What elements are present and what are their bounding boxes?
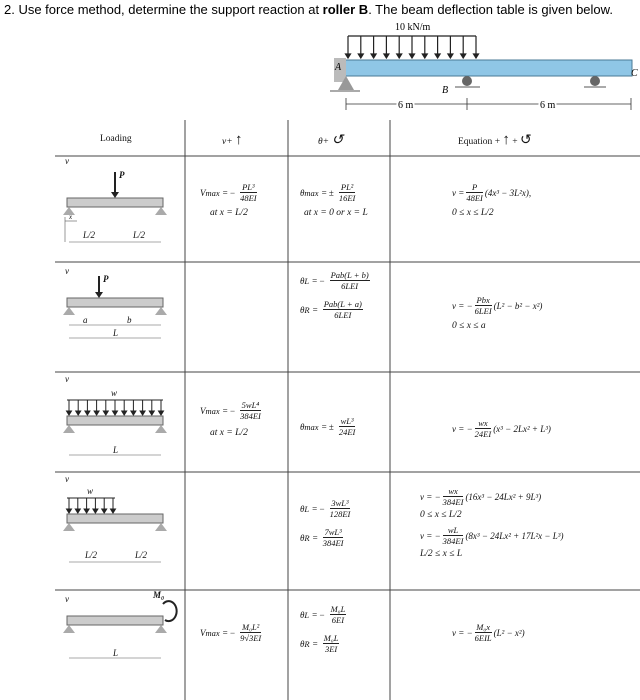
equation-row-3: v = − $\frac{wx}{24EI}$ (x³ − 2Lx² + L³)	[452, 418, 551, 439]
load-arrow-head	[111, 509, 116, 513]
load-arrow-head	[122, 411, 127, 415]
slope-row-4: θ L = − $\frac{\text{3wL³}}{128EI}$ θ R = $\frac{\text{7wL³}}{384EI}$	[300, 498, 351, 548]
arrow-up-icon: ↑	[235, 132, 243, 148]
svg-text:L/2: L/2	[135, 550, 148, 560]
svg-text:w: w	[111, 388, 118, 398]
slope-row-2: θ L = − $\frac{\text{Pab(L + b)}}{\text{6LEI}}$ θ R = $\frac{\text{Pab(L + a)}}{\text{6LEI}}$	[300, 270, 369, 320]
svg-text:P: P	[103, 274, 109, 284]
load-arrow-head	[113, 411, 118, 415]
vmax-row-1: V max = − $\frac{\text{PL³}}{48EI}$ at x = L/2	[200, 182, 257, 218]
span1-label: 6 m	[398, 100, 414, 111]
load-arrow-head	[159, 411, 164, 415]
point-c-label: C	[631, 68, 638, 79]
load-arrow-head	[435, 54, 440, 58]
svg-text:v: v	[65, 156, 69, 166]
load-label: 10 kN/m	[395, 22, 431, 33]
load-arrow-head	[149, 411, 154, 415]
load-arrow-head	[93, 509, 98, 513]
span2-label: 6 m	[540, 100, 556, 111]
load-arrow-head	[474, 54, 479, 58]
load-arrow-head	[84, 509, 89, 513]
svg-text:v: v	[65, 594, 69, 604]
loading-diagram-5	[63, 590, 177, 658]
header-deflection: v+ ↑	[222, 132, 243, 148]
load-arrow-head	[346, 54, 351, 58]
load-arrow-head	[410, 54, 415, 58]
point-b-label: B	[442, 85, 449, 96]
load-arrow-head	[85, 411, 90, 415]
load-arrow-head	[384, 54, 389, 58]
dimension-lines	[346, 98, 631, 110]
loading-diagram-4	[63, 474, 167, 562]
roller-support-c	[584, 76, 606, 87]
loading-diagram-1	[63, 156, 167, 242]
header-slope: θ+ ↺	[318, 133, 344, 148]
question-text: 2. Use force method, determine the support reaction at roller B. The beam deflection table is given below.	[4, 2, 613, 17]
loading-diagrams	[55, 120, 185, 700]
svg-text:w: w	[87, 486, 94, 496]
load-arrow-head	[67, 509, 72, 513]
equation-row-5: v = − $\frac{\text{M₀x}}{\text{6EIL}}$ (L² − x²)	[452, 622, 525, 643]
svg-text:a: a	[83, 315, 88, 325]
svg-text:b: b	[127, 315, 132, 325]
load-arrow-head	[140, 411, 145, 415]
equation-row-1: v = $\frac{P}{48EI}$ (4x³ − 3L²x), 0 ≤ x ≤ L/2	[452, 182, 532, 218]
slope-row-5: θ L = − $\frac{\text{M₀L}}{6EI}$ θ R = $\frac{\text{M₀L}}{3EI}$	[300, 604, 346, 654]
beam-figure	[300, 18, 640, 118]
svg-text:M₀: M₀	[153, 590, 165, 600]
rotation-ccw-icon: ↺	[331, 133, 344, 148]
load-arrow-head	[75, 509, 80, 513]
load-arrow-head	[397, 54, 402, 58]
vmax-row-5: V max = − $\frac{\text{M₀L²}}{9√3EI}$	[200, 622, 262, 643]
equation-row-4: v = − $\frac{wx}{384EI}$ (16x³ − 24Lx² + 9L³) 0 ≤ x ≤ L/2 v = − $\frac{wL}{384EI}$ (8x³ − 24Lx² + 17L²x − L³) L/2 ≤ x ≤ L	[420, 486, 564, 559]
load-arrow-head	[422, 54, 427, 58]
load-arrow-head	[461, 54, 466, 58]
header-equation: Equation + ↑ + ↺	[458, 132, 532, 148]
load-arrow-head	[371, 54, 376, 58]
svg-text:L/2: L/2	[85, 550, 98, 560]
svg-text:v: v	[65, 474, 69, 484]
svg-text:v: v	[65, 266, 69, 276]
load-arrow-head	[358, 54, 363, 58]
loading-diagram-2	[63, 266, 167, 338]
svg-text:x: x	[69, 213, 73, 221]
svg-text:L/2: L/2	[83, 230, 96, 240]
load-arrow-head	[102, 509, 107, 513]
load-arrow-head	[94, 411, 99, 415]
arrow-up-icon: ↑	[502, 132, 510, 148]
roller-support-b	[455, 76, 480, 87]
load-arrow-head	[67, 411, 72, 415]
svg-text:P: P	[119, 170, 125, 180]
svg-text:L: L	[113, 328, 119, 338]
svg-text:L: L	[113, 445, 119, 455]
beam-body	[345, 60, 632, 76]
loading-diagram-3	[63, 374, 167, 455]
rotation-ccw-icon: ↺	[520, 133, 532, 148]
svg-text:L: L	[113, 648, 119, 658]
point-a-label: A	[335, 62, 342, 73]
equation-row-2: v = − $\frac{\text{Pbx}}{\text{6LEI}}$ (L² − b² − x²) 0 ≤ x ≤ a	[452, 295, 543, 331]
load-arrow-head	[131, 411, 136, 415]
vmax-row-3: V max = − $\frac{\text{5wL⁴}}{384EI}$ at x = L/2	[200, 400, 261, 438]
svg-text:v: v	[65, 374, 69, 384]
load-arrow-head	[103, 411, 108, 415]
load-arrow-head	[76, 411, 81, 415]
slope-row-1: θ max = ± $\frac{\text{PL²}}{16EI}$ at x = 0 or x = L	[300, 182, 368, 218]
svg-text:L/2: L/2	[133, 230, 146, 240]
header-loading: Loading	[100, 134, 132, 144]
load-arrow-head	[448, 54, 453, 58]
slope-row-3: θ max = ± $\frac{\text{wL³}}{24EI}$	[300, 416, 356, 437]
